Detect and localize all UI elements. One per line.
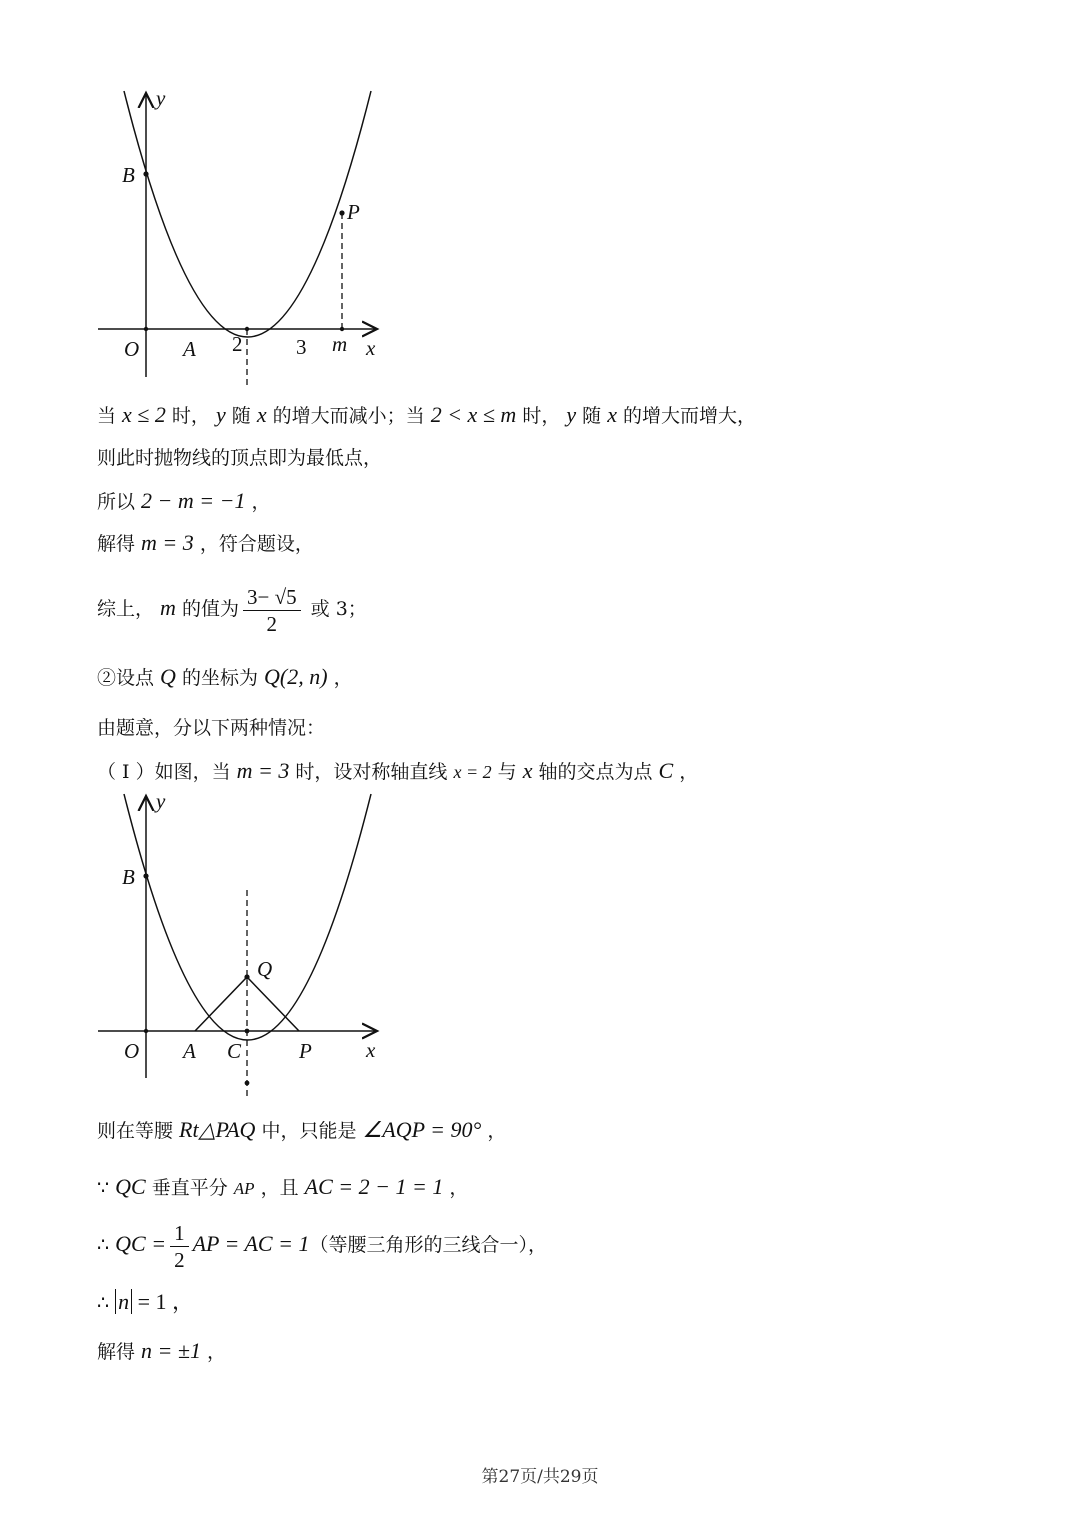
- point-c: [245, 1029, 250, 1034]
- point-p: [339, 210, 344, 215]
- text-line-summary: 综上， m 的值为 $\frac{3- √5}{2}$ 或 3；: [97, 584, 367, 636]
- parabola-figure-2: [90, 788, 400, 1103]
- point-o-2: [144, 1029, 148, 1033]
- label-b-2: B: [122, 865, 135, 889]
- label-q: Q: [257, 957, 273, 981]
- x-axis-label: x: [366, 336, 376, 360]
- text-line-point-q: ②设点 Q 的坐标为 Q(2, n) ，: [97, 664, 353, 689]
- tick-two: 2: [232, 332, 243, 356]
- text-line-perpendicular-bisector: ∵ QC 垂直平分 AP ，且 AC = 2 − 1 = 1 ，: [97, 1174, 469, 1199]
- vertex-point: [245, 1081, 250, 1086]
- tick-three: 3: [296, 335, 307, 359]
- point-b: [143, 171, 148, 176]
- text-line-solution-n: 解得 n = ±1 ，: [97, 1338, 227, 1363]
- label-c: C: [227, 1039, 242, 1063]
- text-line-solution-m: 解得 m = 3 ，符合题设，: [97, 530, 314, 555]
- text-line-qc-equals: ∴ QC = $\frac{1}{2}$ AP = AC = 1（等腰三角形的三线合一），: [97, 1220, 547, 1272]
- parabola-figure-1: [90, 85, 400, 395]
- point-b-2: [143, 873, 148, 878]
- y-axis-label-2: y: [156, 789, 166, 813]
- origin-label: O: [124, 337, 140, 361]
- text-line-cases-intro: 由题意，分以下两种情况：: [97, 717, 326, 739]
- text-line-monotonicity: 当 x ≤ 2 时， y 随 x 的增大而减小；当 2 < x ≤ m 时， y 随 x 的增大而增大，: [97, 402, 757, 427]
- point-o: [144, 327, 148, 331]
- text-line-case-one: （ Ⅰ ）如图，当 m = 3 时，设对称轴直线 x = 2 与 x 轴的交点为点 C ，: [97, 758, 699, 783]
- page-number-footer: 第27页/共29页: [481, 1467, 599, 1487]
- point-two: [245, 327, 249, 331]
- half-fraction: $\frac{1}{2}$: [170, 1220, 189, 1273]
- summary-fraction: $\frac{3- √5}{2}$: [243, 584, 301, 637]
- text-line-abs-n: ∴ n = 1 ，: [97, 1289, 195, 1314]
- x-axis-label-2: x: [366, 1038, 376, 1062]
- point-m: [340, 327, 344, 331]
- label-b: B: [122, 163, 135, 187]
- label-p: P: [347, 200, 360, 224]
- origin-label-2: O: [124, 1039, 140, 1063]
- parabola-figure-2-svg: [90, 788, 400, 1103]
- text-line-equation: 所以 2 − m = −1 ，: [97, 488, 271, 513]
- point-q: [244, 974, 249, 979]
- label-a-2: A: [183, 1039, 196, 1063]
- y-axis-label: y: [156, 86, 166, 110]
- text-line-isosceles: 则在等腰 Rt△PAQ 中，只能是 ∠AQP = 90° ，: [97, 1117, 507, 1142]
- text-line-vertex: 则此时抛物线的顶点即为最低点，: [97, 447, 383, 469]
- parabola-curve: [124, 91, 371, 337]
- label-p-2: P: [299, 1039, 312, 1063]
- parabola-figure-1-svg: [90, 85, 400, 395]
- tick-m: m: [332, 332, 348, 356]
- label-a: A: [183, 337, 196, 361]
